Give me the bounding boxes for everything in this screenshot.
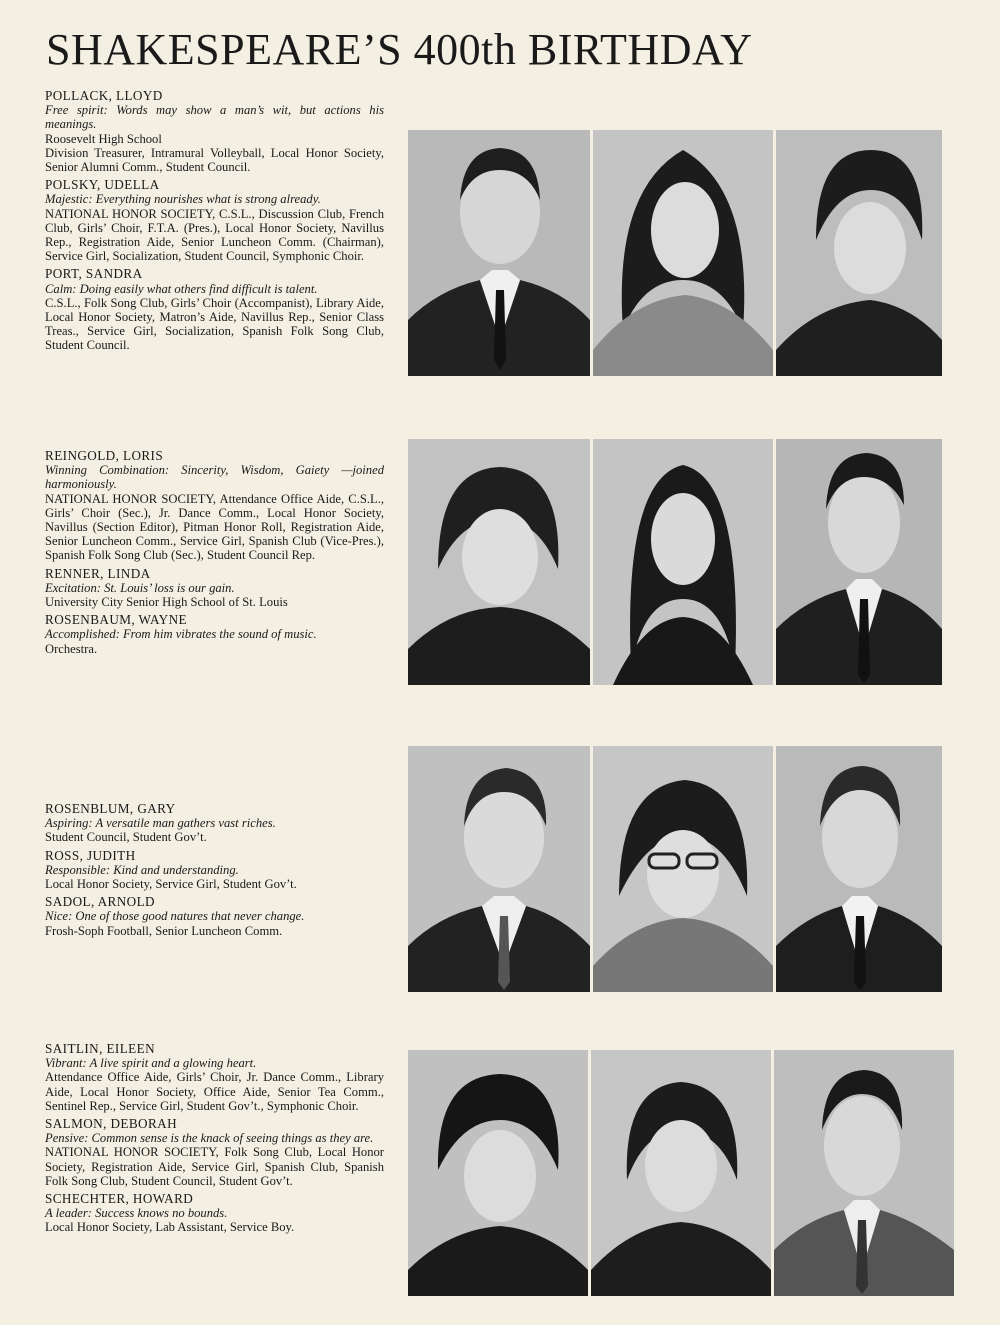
female-portrait-silhouette bbox=[593, 130, 773, 376]
student-portrait bbox=[408, 130, 590, 376]
student-entry bbox=[45, 1117, 384, 1188]
student-entry bbox=[45, 895, 384, 938]
female-portrait-silhouette bbox=[408, 1050, 588, 1296]
student-motto: A leader: Success knows no bounds. bbox=[45, 1206, 228, 1221]
student-activities: Student Council, Student Gov’t. bbox=[45, 830, 207, 845]
student-portrait bbox=[408, 439, 590, 685]
student-name: SADOL, ARNOLD bbox=[45, 894, 155, 910]
student-activities: Frosh-Soph Football, Senior Luncheon Comm. bbox=[45, 923, 283, 938]
student-activities: NATIONAL HONOR SOCIETY, C.S.L., Discussion Club, French Club, Girls’ Choir, F.T.A. (Pres.), Local Honor Society, Navillus Rep., Registration Aide, Senior Luncheon Comm. (Chairman), Service Girl, Socialization, Student Council, Symphonic Choir. bbox=[45, 206, 384, 264]
student-entry bbox=[45, 567, 384, 610]
student-activities: Roosevelt High School Division Treasurer, Intramural Volleyball, Local Honor Society, Senior Alumni Comm., Student Council. bbox=[45, 131, 384, 175]
student-activities: University City Senior High School of St. Louis bbox=[45, 595, 288, 610]
male-portrait-silhouette bbox=[408, 746, 590, 992]
student-name: SCHECHTER, HOWARD bbox=[45, 1191, 194, 1207]
female-portrait-silhouette bbox=[776, 130, 942, 376]
student-group-3-text bbox=[45, 802, 384, 942]
student-activities: Orchestra. bbox=[45, 641, 98, 656]
student-name: ROSS, JUDITH bbox=[45, 847, 136, 863]
student-name: ROSENBLUM, GARY bbox=[45, 801, 176, 816]
student-activities: NATIONAL HONOR SOCIETY, Attendance Office Aide, C.S.L., Girls’ Choir (Sec.), Jr. Dance Comm., Local Honor Society, Navillus (Section Editor), Pitman Honor Roll, Registration Aide, Senior Luncheon Comm., Service Girl, Spanish Club (Vice-Pres.), Spanish Folk Song Club (Sec.), Student Council Rep. bbox=[45, 491, 384, 563]
student-motto: Vibrant: A live spirit and a glowing heart. bbox=[45, 1056, 257, 1071]
student-motto: Pensive: Common sense is the knack of seeing things as they are. bbox=[45, 1131, 374, 1146]
male-portrait-silhouette bbox=[776, 439, 942, 685]
portrait-row-1 bbox=[408, 130, 942, 376]
student-name: REINGOLD, LORIS bbox=[45, 448, 164, 463]
male-portrait-silhouette bbox=[776, 746, 942, 992]
student-entry bbox=[45, 267, 384, 352]
student-name: SALMON, DEBORAH bbox=[45, 1116, 178, 1132]
student-entry bbox=[45, 849, 384, 892]
student-entry bbox=[45, 802, 384, 845]
student-portrait bbox=[776, 130, 942, 376]
female-portrait-silhouette bbox=[408, 439, 590, 685]
portrait-row-2 bbox=[408, 439, 942, 685]
student-name: RENNER, LINDA bbox=[45, 565, 151, 581]
student-portrait bbox=[408, 746, 590, 992]
male-portrait-silhouette bbox=[774, 1050, 954, 1296]
student-activities: Attendance Office Aide, Girls’ Choir, Jr. Dance Comm., Library Aide, Local Honor Society, Office Aide, Senior Tea Comm., Sentinel Rep., Service Girl, Student Gov’t., Symphonic Choir. bbox=[45, 1070, 384, 1113]
student-portrait bbox=[593, 746, 773, 992]
female-portrait-silhouette bbox=[591, 1050, 771, 1296]
student-portrait bbox=[593, 439, 773, 685]
student-name: SAITLIN, EILEEN bbox=[45, 1041, 156, 1056]
student-motto: Accomplished: From him vibrates the sound of music. bbox=[45, 627, 317, 642]
student-activities: C.S.L., Folk Song Club, Girls’ Choir (Accompanist), Library Aide, Local Honor Society, Matron’s Aide, Navillus Rep., Senior Class Treas., Service Girl, Socialization, Spanish Folk Song Club, Student Council. bbox=[45, 295, 384, 353]
student-activities: Local Honor Society, Lab Assistant, Service Boy. bbox=[45, 1220, 295, 1235]
female-portrait-silhouette bbox=[593, 439, 773, 685]
portrait-row-3 bbox=[408, 746, 942, 992]
student-name: POLLACK, LLOYD bbox=[45, 88, 163, 103]
portrait-row-4 bbox=[408, 1050, 954, 1296]
student-activities: NATIONAL HONOR SOCIETY, Folk Song Club, Local Honor Society, Registration Aide, Service Girl, Spanish Club, Spanish Folk Song Club, Student Council, Student Gov’t. bbox=[45, 1145, 384, 1188]
student-entry bbox=[45, 449, 384, 563]
student-motto: Responsible: Kind and understanding. bbox=[45, 862, 239, 877]
student-entry bbox=[45, 178, 384, 263]
student-name: ROSENBAUM, WAYNE bbox=[45, 612, 187, 628]
student-entry bbox=[45, 1192, 384, 1235]
student-portrait bbox=[408, 1050, 588, 1296]
student-motto: Winning Combination: Sincerity, Wisdom, Gaiety —joined harmoniously. bbox=[45, 463, 384, 492]
student-entry bbox=[45, 1042, 384, 1113]
student-portrait bbox=[774, 1050, 954, 1296]
student-portrait bbox=[776, 746, 942, 992]
student-group-1-text bbox=[45, 89, 384, 357]
student-portrait bbox=[593, 130, 773, 376]
student-portrait bbox=[591, 1050, 771, 1296]
student-motto: Excitation: St. Louis’ loss is our gain. bbox=[45, 580, 235, 595]
student-entry bbox=[45, 89, 384, 174]
student-motto: Calm: Doing easily what others find difficult is talent. bbox=[45, 281, 318, 296]
page-title: SHAKESPEARE’S 400th BIRTHDAY bbox=[46, 25, 753, 74]
student-activities: Local Honor Society, Service Girl, Student Gov’t. bbox=[45, 877, 297, 892]
student-name: PORT, SANDRA bbox=[45, 266, 143, 282]
student-motto: Aspiring: A versatile man gathers vast riches. bbox=[45, 816, 276, 831]
student-portrait bbox=[776, 439, 942, 685]
male-portrait-silhouette bbox=[408, 130, 590, 376]
female-portrait-silhouette bbox=[593, 746, 773, 992]
student-motto: Nice: One of those good natures that never change. bbox=[45, 909, 305, 924]
student-name: POLSKY, UDELLA bbox=[45, 177, 160, 193]
student-motto: Majestic: Everything nourishes what is strong already. bbox=[45, 192, 321, 207]
student-entry bbox=[45, 613, 384, 656]
student-group-4-text bbox=[45, 1042, 384, 1239]
student-group-2-text bbox=[45, 449, 384, 660]
student-motto: Free spirit: Words may show a man’s wit, but actions his meanings. bbox=[45, 103, 384, 132]
